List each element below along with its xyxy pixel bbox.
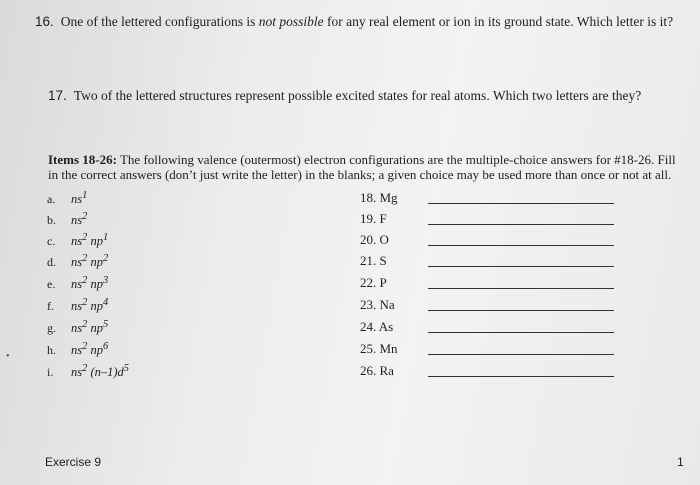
item-22-answer-blank[interactable]	[428, 288, 614, 289]
choice-g: g. $ns^2$ $np^5$	[47, 319, 109, 336]
item-18-label: 18. Mg	[360, 190, 398, 205]
footer-label: Exercise 9	[45, 455, 102, 469]
choice-h: h. $ns^2$ $np^6$	[47, 341, 109, 358]
item-24-label: 24. As	[360, 319, 394, 334]
item-25	[360, 341, 660, 361]
item-20	[360, 232, 660, 252]
item-22	[360, 275, 660, 295]
item-21-label: 21. S	[360, 253, 387, 268]
choice-b: b. $ns^2$	[47, 211, 88, 228]
question-16-text-b: for any real element or ion in its ground state. Which letter is it?	[323, 14, 674, 29]
item-25-answer-blank[interactable]	[428, 354, 614, 355]
page-number: 1	[677, 455, 684, 469]
question-16	[35, 14, 673, 30]
question-16-text-a: One of the lettered configurations is	[60, 14, 259, 29]
item-19-label: 19. F	[360, 211, 387, 226]
item-23-label: 23. Na	[360, 297, 395, 312]
choice-f: f. $ns^2$ $np^4$	[47, 297, 109, 314]
question-16-number: 16.	[35, 14, 54, 29]
question-17-text: Two of the lettered structures represent possible excited states for real atoms. Which two letters are they?	[73, 88, 642, 103]
choice-c: c. $ns^2$ $np^1$	[47, 232, 109, 249]
items-instructions-text: The following valence (outermost) electron configurations are the multiple-choice answers for #18-26. Fill in the correct answers (don’t just write the letter) in the blanks; a given choice may be used more than once or not at all.	[48, 152, 676, 182]
item-23-answer-blank[interactable]	[428, 310, 614, 311]
item-22-label: 22. P	[360, 275, 387, 290]
item-19	[360, 211, 660, 231]
question-17	[48, 88, 641, 104]
choice-i: i. $ns^2$ $(n-1)d^5$	[47, 363, 129, 380]
item-21-answer-blank[interactable]	[428, 266, 614, 267]
item-18	[360, 190, 660, 210]
choice-d: d. $ns^2$ $np^2$	[47, 253, 109, 270]
question-16-emphasis: not possible	[258, 14, 324, 29]
item-26-answer-blank[interactable]	[428, 376, 614, 377]
items-heading: Items 18-26:	[48, 152, 117, 167]
item-25-label: 25. Mn	[360, 341, 398, 356]
item-23	[360, 297, 660, 317]
choice-e: e. $ns^2$ $np^3$	[47, 275, 109, 292]
item-24-answer-blank[interactable]	[428, 332, 614, 333]
item-26	[360, 363, 660, 383]
item-19-answer-blank[interactable]	[428, 224, 614, 225]
choice-a: a. $ns^1$	[47, 190, 88, 207]
item-21	[360, 253, 660, 273]
item-20-answer-blank[interactable]	[428, 245, 614, 246]
question-17-number: 17.	[48, 88, 67, 103]
item-24	[360, 319, 660, 339]
item-20-label: 20. O	[360, 232, 389, 247]
margin-mark: •	[6, 351, 10, 362]
item-26-label: 26. Ra	[360, 363, 394, 378]
item-18-answer-blank[interactable]	[428, 203, 614, 204]
items-instructions	[48, 152, 688, 182]
